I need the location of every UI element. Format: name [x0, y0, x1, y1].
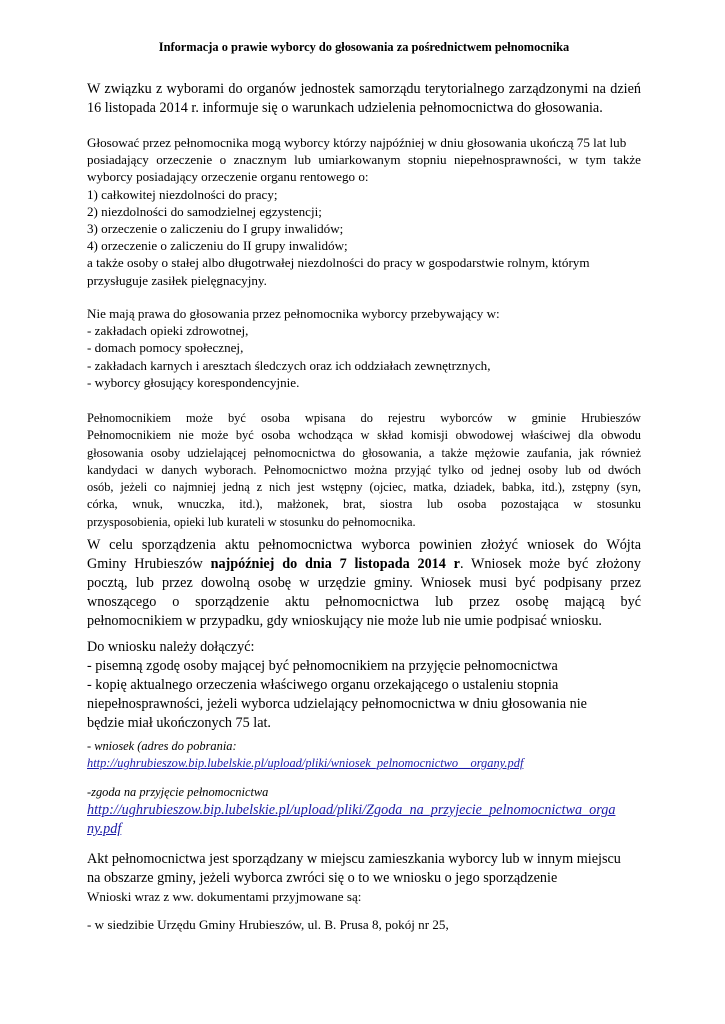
attachments-item: będzie miał ukończonych 75 lat. — [87, 715, 271, 731]
attachments-item: - kopię aktualnego orzeczenia właściwego organu orzekającego o ustaleniu stopnia — [87, 677, 559, 693]
excluded-line: Nie mają prawa do głosowania przez pełnomocnika wyborcy przebywający w: — [87, 306, 500, 321]
act-line: Wnioski wraz z ww. dokumentami przyjmowane są: — [87, 889, 362, 904]
zgoda-link[interactable]: http://ughrubieszow.bip.lubelskie.pl/upload/pliki/Zgoda_na_przyjecie_pelnomocnictwa_orga — [87, 802, 616, 819]
location-paragraph — [87, 916, 641, 933]
proxy-line: przysposobienia, opieki lub kurateli w stosunku do pełnomocnika. — [87, 514, 416, 529]
attachments-heading: Do wniosku należy dołączyć: — [87, 639, 255, 655]
eligible-line: przysługuje zasiłek pielęgnacyjny. — [87, 272, 267, 288]
zgoda-download — [87, 784, 641, 839]
proxy-line: głosowania osoby udzielającej pełnomocnictwa do głosowania, a także mężowie zaufania, jak również — [87, 445, 641, 460]
excluded-item: - wyborcy głosujący korespondencyjnie. — [87, 374, 300, 390]
eligible-line: Głosować przez pełnomocnika mogą wyborcy którzy najpóźniej w dniu głosowania ukończą 75 lat lub — [87, 135, 627, 150]
eligible-item: 4) orzeczenie o zaliczeniu do II grupy inwalidów; — [87, 238, 348, 254]
proxy-paragraph — [87, 410, 641, 531]
eligible-line: posiadający orzeczenie o znacznym lub umiarkowanym stopniu niepełnosprawności, w tym także — [87, 152, 641, 168]
act-line: na obszarze gminy, jeżeli wyborca zwróci się o to we wniosku o jego sporządzenie — [87, 870, 558, 886]
excluded-item: - zakładach karnych i aresztach śledczych oraz ich oddziałach zewnętrznych, — [87, 357, 491, 373]
application-paragraph — [87, 536, 641, 631]
excluded-item: - domach pomocy społecznej, — [87, 340, 244, 356]
application-text: Gminy Hrubieszów — [87, 556, 211, 572]
proxy-line: Pełnomocnikiem może być osoba wpisana do rejestru wyborców w gminie Hrubieszów — [87, 411, 641, 425]
attachments-item: - pisemną zgodę osoby mającej być pełnomocnikiem na przyjęcie pełnomocnictwa — [87, 658, 558, 674]
eligible-item: 2) niezdolności do samodzielnej egzystencji; — [87, 203, 322, 219]
wniosek-download — [87, 738, 641, 773]
document-title: Informacja o prawie wyborcy do głosowania za pośrednictwem pełnomocnika — [158, 40, 570, 54]
act-line: Akt pełnomocnictwa jest sporządzany w miejscu zamieszkania wyborcy lub w innym miejscu — [87, 851, 621, 867]
zgoda-link-continuation[interactable]: ny.pdf — [87, 821, 122, 838]
excluded-paragraph — [87, 305, 641, 391]
eligible-line: a także osoby o stałej albo długotrwałej niezdolności do pracy w gospodarstwie rolnym, którym — [87, 255, 590, 271]
intro-line: W związku z wyborami do organów jednostek samorządu terytorialnego zarządzonymi na dzień — [87, 81, 641, 97]
eligible-paragraph — [87, 134, 641, 289]
proxy-line: osób, jeżeli co najmniej jedną z nich jest wstępny (ojciec, matka, dziadek, babka, itd.), zstępny (syn, — [87, 480, 641, 495]
intro-paragraph — [87, 80, 641, 118]
intro-line: 16 listopada 2014 r. informuje się o warunkach udzielenia pełnomocnictwa do głosowania. — [87, 100, 603, 116]
zgoda-label: -zgoda na przyjęcie pełnomocnictwa — [87, 785, 269, 799]
act-paragraph — [87, 850, 641, 905]
excluded-item: - zakładach opieki zdrowotnej, — [87, 323, 249, 339]
attachments-item: niepełnosprawności, jeżeli wyborca udzielający pełnomocnictwa w dniu głosowania nie — [87, 696, 587, 712]
wniosek-label: - wniosek (adres do pobrania: — [87, 739, 237, 753]
location-line: - w siedzibie Urzędu Gminy Hrubieszów, ul. B. Prusa 8, pokój nr 25, — [87, 917, 449, 932]
application-line: pocztą, lub przez dowolną osobę w urzędzie gminy. Wniosek musi być podpisany przez — [87, 575, 641, 591]
application-line — [87, 555, 641, 574]
attachments-paragraph — [87, 638, 641, 733]
application-text: . Wniosek może być złożony — [459, 556, 641, 572]
application-line: pełnomocnikiem w przypadku, gdy wnioskujący nie może lub nie umie podpisać wniosku. — [87, 613, 602, 629]
deadline-text: najpóźniej do dnia 7 listopada 2014 r — [210, 556, 460, 572]
eligible-item: 3) orzeczenie o zaliczeniu do I grupy inwalidów; — [87, 221, 344, 237]
proxy-line: Pełnomocnikiem nie może być osoba wchodząca w skład komisji obwodowej właściwej dla obwodu — [87, 428, 641, 443]
wniosek-link[interactable]: http://ughrubieszow.bip.lubelskie.pl/upload/pliki/wniosek_pelnomocnictwo__organy.pdf — [87, 756, 524, 771]
proxy-line: kandydaci w danych wyborach. Pełnomocnictwo można przyjąć tylko od jednej osoby lub od dwóch — [87, 462, 641, 477]
eligible-item: 1) całkowitej niezdolności do pracy; — [87, 186, 278, 202]
application-line: wnoszącego o sporządzenie aktu pełnomocnictwa lub przez osobę mającą być — [87, 594, 641, 610]
application-line: W celu sporządzenia aktu pełnomocnictwa wyborca powinien złożyć wniosek do Wójta — [87, 537, 641, 553]
proxy-line: córka, wnuk, wnuczka, itd.), małżonek, brat, siostra lub osoba pozostająca w stosunku — [87, 497, 641, 512]
eligible-line: wyborcy posiadający orzeczenie organu rentowego o: — [87, 169, 369, 185]
